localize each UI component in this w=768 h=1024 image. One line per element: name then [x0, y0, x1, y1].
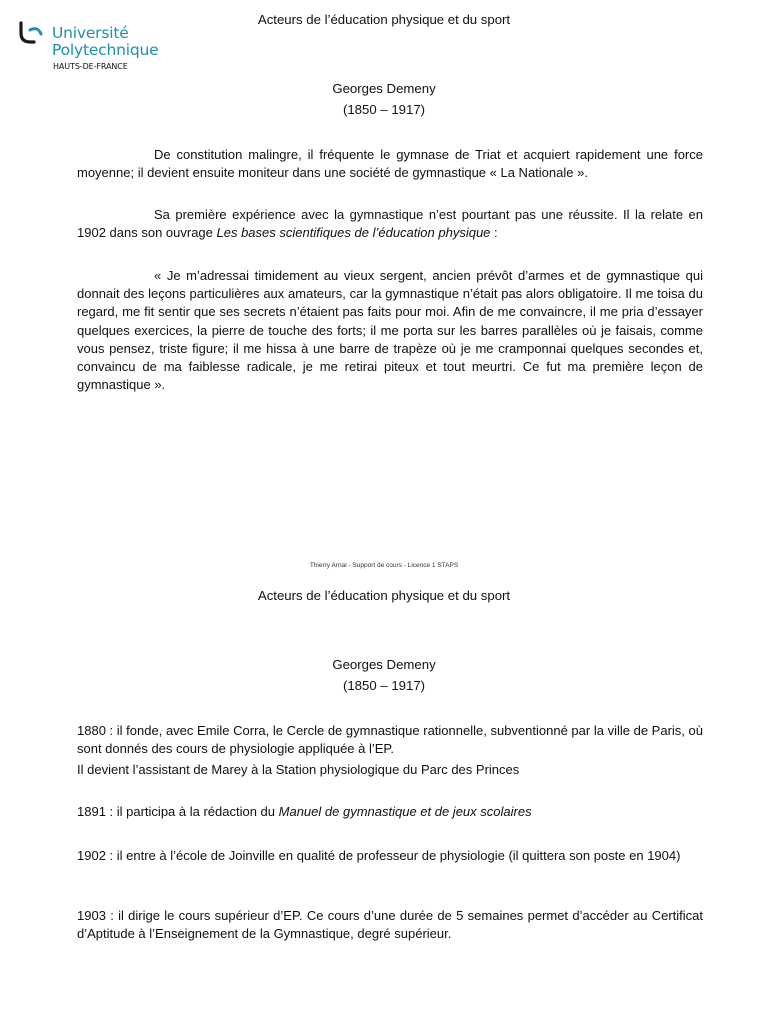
page1-paragraph-2-text: Sa première expérience avec la gymnastique n’est pourtant pas une réussite. Il la relate en 1902 dans son ouvrage [77, 207, 703, 241]
page1-paragraph-1 [77, 146, 703, 182]
event-1902: 1902 : il entre à l’école de Joinville en qualité de professeur de physiologie (il quittera son poste en 1904) [77, 848, 681, 863]
page1-paragraph-2 [77, 206, 703, 242]
page2-header: Acteurs de l’éducation physique et du sport [257, 588, 511, 603]
event-1880-marey: Il devient l’assistant de Marey à la Station physiologique du Parc des Princes [77, 762, 520, 777]
page1-name: Georges Demeny [332, 81, 436, 96]
event-1880: 1880 : il fonde, avec Emile Corra, le Cercle de gymnastique rationnelle, subventionné par la ville de Paris, où sont donnés des cours de physiologie appliquée à l’EP. [77, 723, 703, 757]
page1-dates: (1850 – 1917) [342, 102, 426, 117]
page1-paragraph-1-text: De constitution malingre, il fréquente le gymnase de Triat et acquiert rapidement une force moyenne; il devient ensuite moniteur dans une société de gymnastique « La Nationale ». [77, 147, 703, 181]
manual-title: Manuel de gymnastique et de jeux scolaires [278, 804, 532, 819]
page2-name: Georges Demeny [332, 657, 436, 672]
university-logo [14, 18, 174, 78]
logo-line-1: Université [52, 24, 129, 42]
page2-dates: (1850 – 1917) [342, 678, 426, 693]
event-1891-text: 1891 : il participa à la rédaction du [77, 804, 279, 819]
page1-header: Acteurs de l’éducation physique et du sport [257, 12, 511, 27]
logo-line-2: Polytechnique [52, 41, 159, 59]
page1-paragraph-2-end: : [490, 225, 498, 241]
event-1891 [77, 803, 703, 821]
event-1903: 1903 : il dirige le cours supérieur d’EP. Ce cours d’une durée de 5 semaines permet d’accéder au Certificat d’Aptitude à l’Enseignement de la Gymnastique, degré supérieur. [77, 908, 703, 942]
page1-footer: Thierry Arnal - Support de cours - Licence 1 STAPS [309, 562, 459, 569]
book-title: Les bases scientifiques de l’éducation physique [216, 225, 491, 241]
logo-line-3: HAUTS-DE-FRANCE [53, 62, 128, 71]
page1-quote [77, 267, 703, 394]
page1-quote-text: « Je m’adressai timidement au vieux sergent, ancien prévôt d’armes et de gymnastique qui donnait des leçons particulières aux amateurs, car la gymnastique n’était pas alors obligatoire. Il me toisa du regard, me fit sentir que ses secrets n’étaient pas faits pour moi. Afin de me convaincre, il me pria d’essayer quelques exercices, la pierre de touche des forts; il me porta sur les barres parallèles où je faisais, comme vous pensez, triste figure; il me hissa à une barre de trapèze où je me cramponnai quelques secondes et, convaincu de ma faiblesse radicale, je me retirai piteux et tout meurtri. Ce fut ma première leçon de gymnastique ». [77, 268, 703, 393]
